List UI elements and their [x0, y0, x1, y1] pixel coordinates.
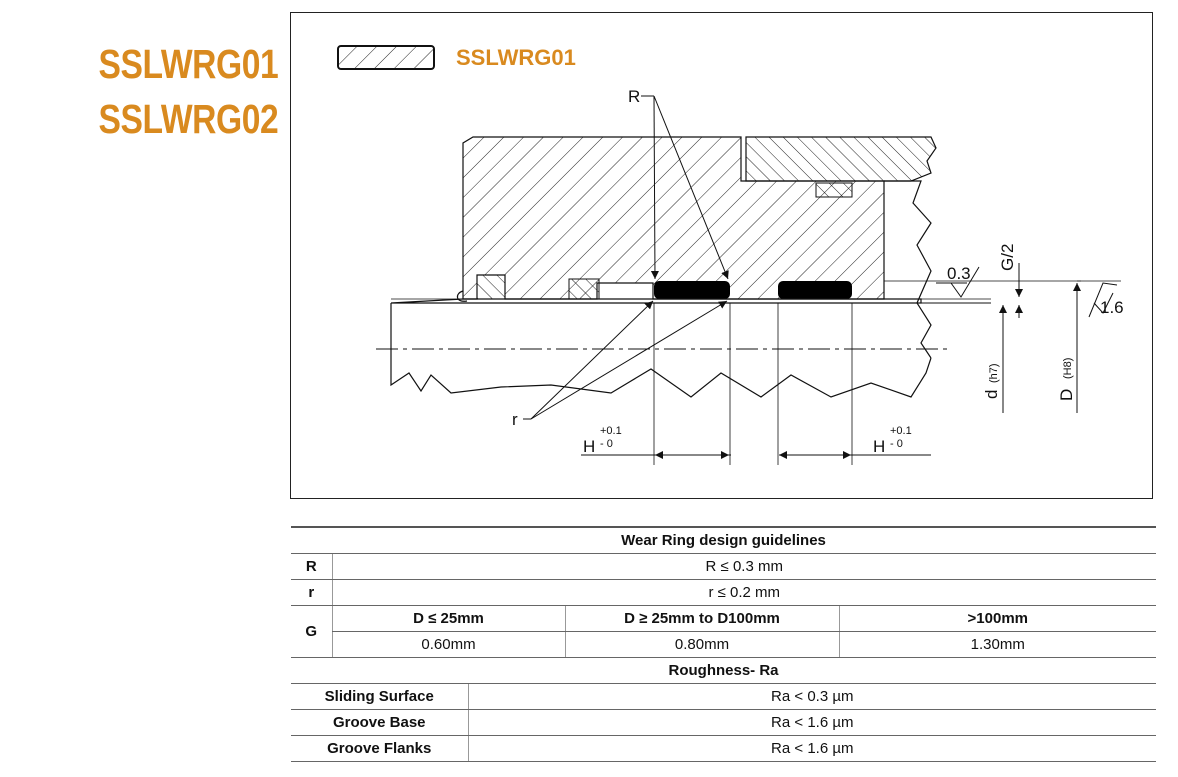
label-roughness-1-6: 1.6: [1100, 298, 1124, 317]
table-title: Wear Ring design guidelines: [291, 527, 1156, 554]
label-D: D: [1057, 388, 1076, 401]
legend-hatch-swatch: [338, 46, 434, 69]
roughness-value-groove-flanks: Ra < 1.6 µm: [468, 736, 1156, 762]
g-value-2: 0.80mm: [565, 632, 839, 658]
row-value-R: R ≤ 0.3 mm: [332, 554, 1156, 580]
g-column-header-1: D ≤ 25mm: [332, 606, 565, 632]
label-G-half: G/2: [998, 243, 1017, 271]
product-code-title-2: SSLWRG02: [98, 96, 279, 142]
label-D-tol: (H8): [1062, 357, 1074, 379]
legend-label: SSLWRG01: [456, 45, 576, 70]
mating-component: [746, 137, 936, 181]
leader-r-1: [531, 301, 653, 419]
label-H-1-upper: +0.1: [600, 425, 622, 437]
technical-drawing: [290, 12, 1153, 499]
wear-ring-1: [654, 281, 730, 299]
label-H-2-upper: +0.1: [890, 425, 912, 437]
label-H-1: H: [583, 437, 596, 456]
rod-shaft: [391, 299, 931, 397]
row-value-r: r ≤ 0.2 mm: [332, 580, 1156, 606]
label-R: R: [628, 87, 641, 106]
wear-ring-2: [778, 281, 852, 299]
g-column-header-2: D ≥ 25mm to D100mm: [565, 606, 839, 632]
product-code-title-1: SSLWRG01: [98, 41, 279, 87]
leader-r-2: [531, 301, 727, 419]
g-value-3: 1.30mm: [839, 632, 1156, 658]
seal-element-1: [477, 275, 505, 299]
label-H-2-lower: - 0: [890, 438, 903, 450]
row-key-R: R: [291, 554, 332, 580]
roughness-title: Roughness- Ra: [291, 658, 1156, 684]
label-roughness-0-3: 0.3: [947, 264, 971, 283]
label-r: r: [512, 410, 518, 429]
design-guidelines-table: [291, 526, 1156, 762]
label-d: d: [982, 389, 1001, 399]
row-key-r: r: [291, 580, 332, 606]
small-slot: [816, 183, 852, 197]
label-H-1-lower: - 0: [600, 438, 613, 450]
roughness-value-groove-base: Ra < 1.6 µm: [468, 710, 1156, 736]
roughness-label-sliding-surface: Sliding Surface: [291, 684, 468, 710]
row-key-G: G: [291, 606, 332, 658]
g-value-1: 0.60mm: [332, 632, 565, 658]
seal-element-2: [569, 279, 599, 299]
roughness-value-sliding-surface: Ra < 0.3 µm: [468, 684, 1156, 710]
g-column-header-3: >100mm: [839, 606, 1156, 632]
break-line-right: [884, 181, 931, 358]
roughness-label-groove-flanks: Groove Flanks: [291, 736, 468, 762]
label-d-tol: (h7): [988, 363, 1000, 383]
label-H-2: H: [873, 437, 886, 456]
roughness-label-groove-base: Groove Base: [291, 710, 468, 736]
